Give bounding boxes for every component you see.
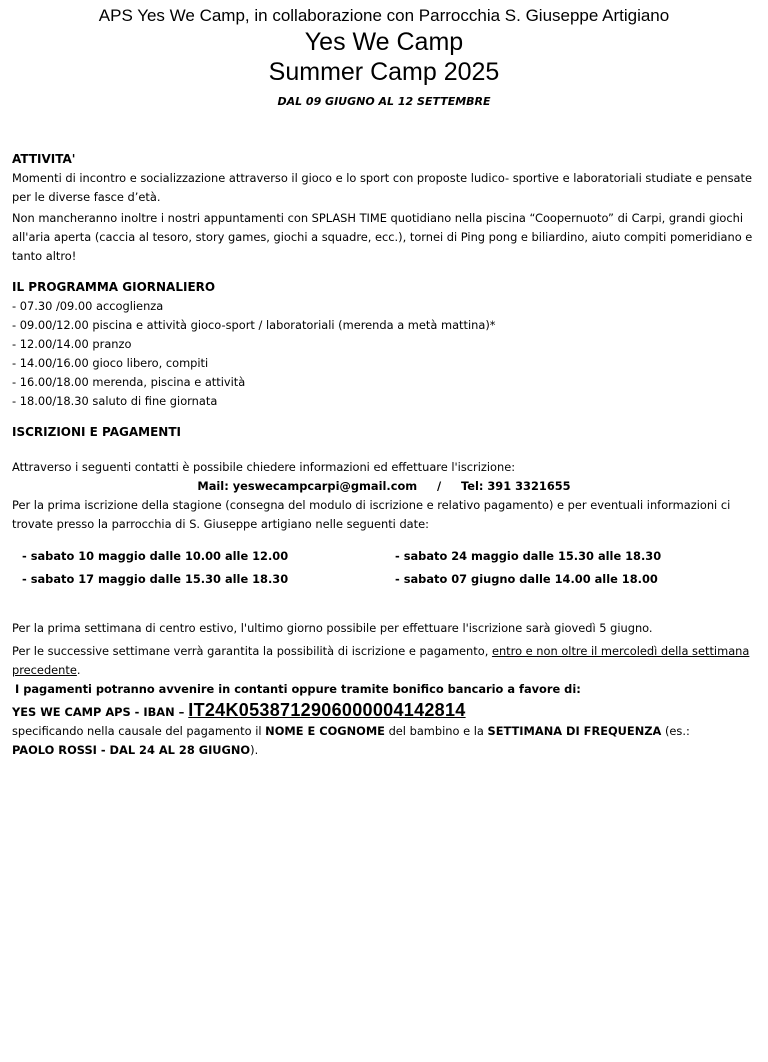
date-item: - sabato 24 maggio dalle 15.30 alle 18.30 bbox=[395, 549, 662, 563]
list-item: - 14.00/16.00 gioco libero, compiti bbox=[12, 356, 209, 370]
list-item: - 07.30 /09.00 accoglienza bbox=[12, 299, 164, 313]
page-subtitle: Summer Camp 2025 bbox=[268, 58, 500, 86]
list-item: - 09.00/12.00 piscina e attività gioco-sport / laboratoriali (merenda a metà mattina)* bbox=[12, 318, 496, 332]
list-item: - 18.00/18.30 saluto di fine giornata bbox=[12, 394, 218, 408]
org-line: APS Yes We Camp, in collaborazione con Parrocchia S. Giuseppe Artigiano bbox=[98, 6, 670, 25]
next-weeks-note: Per le successive settimane verrà garantita la possibilità di iscrizione e pagamento, entro e non oltre il mercoledì della settimana precedente. bbox=[12, 644, 750, 677]
iban-line bbox=[12, 701, 756, 722]
first-registration-paragraph: Per la prima iscrizione della stagione (consegna del modulo di iscrizione e relativo pagamento) e per eventuali informazioni ci trovate presso la parrocchia di S. Giuseppe artigiano nelle seguenti date: bbox=[12, 498, 731, 531]
document-body bbox=[12, 150, 756, 760]
list-item: - 12.00/14.00 pranzo bbox=[12, 337, 132, 351]
attivita-heading: ATTIVITA' bbox=[12, 152, 76, 166]
iban-value: IT24K0538712906000004142814 bbox=[188, 700, 466, 720]
first-week-note: Per la prima settimana di centro estivo, l'ultimo giorno possibile per effettuare l'iscrizione sarà giovedì 5 giugno. bbox=[12, 621, 653, 635]
iscrizioni-heading: ISCRIZIONI E PAGAMENTI bbox=[12, 425, 181, 439]
date-item: - sabato 07 giugno dalle 14.00 alle 18.00 bbox=[395, 572, 658, 586]
attivita-paragraph-1: Momenti di incontro e socializzazione attraverso il gioco e lo sport con proposte ludico- sportive e laboratoriali studiate e pensate per le diverse fasce d’età. bbox=[12, 171, 752, 204]
list-item: - 16.00/18.00 merenda, piscina e attività bbox=[12, 375, 246, 389]
page-title: Yes We Camp bbox=[304, 28, 464, 56]
programma-heading: IL PROGRAMMA GIORNALIERO bbox=[12, 280, 216, 294]
date-item: - sabato 17 maggio dalle 15.30 alle 18.30 bbox=[22, 572, 289, 586]
camp-dates: DAL 09 GIUGNO AL 12 SETTEMBRE bbox=[277, 95, 491, 108]
attivita-paragraph-2: Non mancheranno inoltre i nostri appuntamenti con SPLASH TIME quotidiano nella piscina “Coopernuoto” di Carpi, grandi giochi all'aria aperta (caccia al tesoro, story games, giochi a squadre, ecc.), tornei di Ping pong e biliardino, aiuto compiti pomeridiano e tanto altro! bbox=[12, 211, 753, 263]
payments-note: I pagamenti potranno avvenire in contanti oppure tramite bonifico bancario a favore di: bbox=[15, 682, 581, 696]
registration-dates bbox=[12, 547, 756, 589]
date-item: - sabato 10 maggio dalle 10.00 alle 12.00 bbox=[22, 549, 289, 563]
causale-note: specificando nella causale del pagamento il NOME E COGNOME del bambino e la SETTIMANA DI FREQUENZA (es.: PAOLO ROSSI - DAL 24 AL 28 GIUGNO). bbox=[12, 724, 690, 757]
programma-list bbox=[12, 297, 756, 411]
iscrizioni-intro: Attraverso i seguenti contatti è possibile chiedere informazioni ed effettuare l'iscrizione: bbox=[12, 460, 516, 474]
contact-line: Mail: yeswecampcarpi@gmail.com / Tel: 391 3321655 bbox=[197, 479, 571, 493]
iban-label: YES WE CAMP APS - IBAN – bbox=[12, 705, 189, 719]
